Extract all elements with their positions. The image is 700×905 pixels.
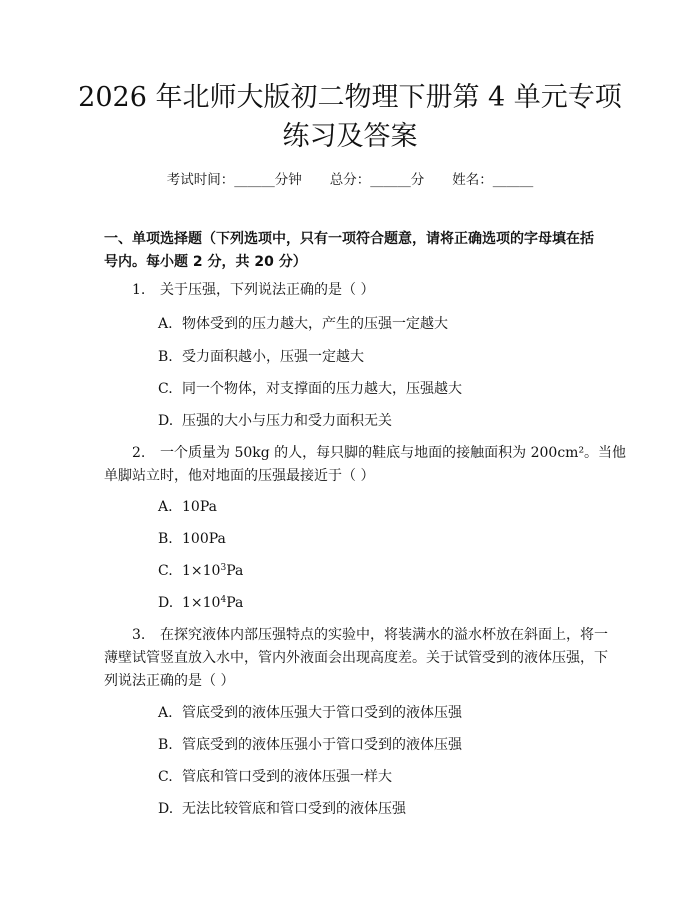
option-letter: B.	[158, 737, 173, 753]
question-2-option-b	[158, 528, 226, 550]
option-text: 受力面积越小，压强一定越大	[182, 349, 364, 365]
option-text: 管底和管口受到的液体压强一样大	[182, 769, 392, 785]
option-unit: Pa	[226, 563, 244, 579]
page-title-line-1: 2026 年北师大版初二物理下册第 4 单元专项	[78, 82, 622, 113]
question-text: 一个质量为 50kg 的人，每只脚的鞋底与地面的接触面积为 200cm²。当他	[160, 445, 627, 461]
question-3-option-c	[158, 766, 392, 788]
option-letter: D.	[158, 413, 174, 429]
question-3-stem-line-2: 薄壁试管竖直放入水中，管内外液面会出现高度差。关于试管受到的液体压强，下	[104, 650, 608, 666]
question-2-stem-line-2: 单脚站立时，他对地面的压强最接近于（ ）	[104, 468, 375, 484]
question-1-stem-line-1	[132, 279, 374, 301]
option-text: 压强的大小与压力和受力面积无关	[182, 413, 392, 429]
option-text: 1×10	[182, 595, 221, 611]
option-text: 10Pa	[182, 499, 217, 515]
option-exponent: 4	[220, 595, 227, 605]
question-2-option-a	[158, 496, 217, 518]
section-heading-line-2: 号内。每小题 2 分，共 20 分）	[104, 254, 307, 270]
question-number: 1.	[132, 282, 146, 298]
question-3-option-b	[158, 734, 462, 756]
total-score-label: 总分：______分	[329, 172, 425, 188]
section-heading-line-1: 一、单项选择题（下列选项中，只有一项符合题意，请将正确选项的字母填在括	[104, 231, 594, 247]
student-name-label: 姓名：______	[452, 172, 534, 188]
question-2-option-d	[158, 592, 243, 614]
option-text: 无法比较管底和管口受到的液体压强	[182, 801, 406, 817]
option-unit: Pa	[226, 595, 244, 611]
question-1-option-a	[158, 313, 448, 335]
option-letter: C.	[158, 381, 173, 397]
option-text: 管底受到的液体压强小于管口受到的液体压强	[182, 737, 462, 753]
question-text: 在探究液体内部压强特点的实验中，将装满水的溢水杯放在斜面上，将一	[160, 627, 608, 643]
question-3-stem-line-1	[132, 624, 608, 646]
option-exponent: 3	[220, 563, 227, 573]
question-text: 关于压强，下列说法正确的是（ ）	[160, 282, 375, 298]
option-text: 管底受到的液体压强大于管口受到的液体压强	[182, 705, 462, 721]
question-2-option-c	[158, 560, 243, 582]
question-3-stem-line-3: 列说法正确的是（ ）	[104, 673, 235, 689]
question-3-option-a	[158, 702, 462, 724]
option-text: 100Pa	[182, 531, 226, 547]
option-letter: B.	[158, 531, 173, 547]
question-1-option-b	[158, 346, 364, 368]
option-letter: C.	[158, 563, 173, 579]
page-title-line-2: 练习及答案	[282, 121, 418, 152]
exam-time-label: 考试时间：______分钟	[166, 172, 302, 188]
exam-meta	[0, 168, 700, 188]
question-number: 3.	[132, 627, 146, 643]
question-2-stem-line-1	[132, 442, 626, 464]
option-letter: A.	[158, 499, 173, 515]
option-text: 物体受到的压力越大，产生的压强一定越大	[182, 316, 448, 332]
question-1-option-c	[158, 378, 462, 400]
question-1-option-d	[158, 410, 392, 432]
option-letter: B.	[158, 349, 173, 365]
option-letter: D.	[158, 595, 174, 611]
option-text: 同一个物体，对支撑面的压力越大，压强越大	[182, 381, 462, 397]
option-letter: A.	[158, 705, 173, 721]
option-text: 1×10	[182, 563, 221, 579]
option-letter: C.	[158, 769, 173, 785]
option-letter: D.	[158, 801, 174, 817]
question-3-option-d	[158, 798, 406, 820]
question-number: 2.	[132, 445, 146, 461]
option-letter: A.	[158, 316, 173, 332]
